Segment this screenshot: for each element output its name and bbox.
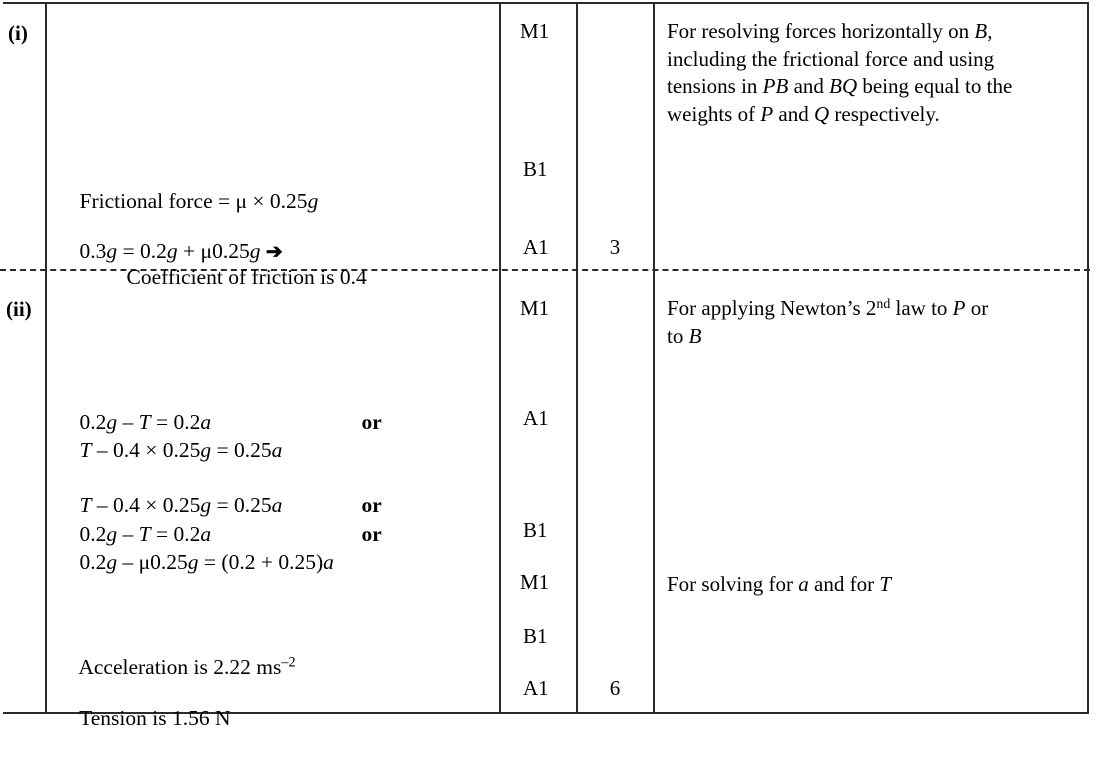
g-variable: g [106,238,118,263]
var-PB: PB [762,74,789,99]
comment-text: including the frictional force and using [667,46,995,71]
comment-text: For resolving forces horizontally on [667,19,975,43]
coefficient-answer-text: Coefficient of friction is 0.4 [126,264,367,289]
column-divider-mark-total [653,2,655,714]
tension-text: Tension is 1.56 N [79,705,231,730]
mark-code-text: B1 [523,624,548,648]
comment-text: law to [890,296,953,320]
acceleration-exponent: –2 [281,654,296,671]
or-text: or [361,521,382,546]
comment-text: and [773,101,814,126]
var-a: a [271,437,283,462]
mark-code-ii-5 [523,625,548,648]
comment-text: or [965,296,989,320]
mark-code-text: A1 [523,406,549,430]
comment-text: and for [808,572,880,596]
mark-total-text: 6 [609,676,621,700]
eq-text: = (0.2 + 0.25) [198,549,324,574]
mark-code-text: M1 [520,19,550,43]
comment-ii-newton [667,295,1079,350]
or-text: or [361,492,382,517]
right-arrow-icon: ➔ [265,240,283,263]
var-P: P [760,101,774,126]
mark-code-ii-3 [523,519,548,542]
mark-total-ii [577,677,653,700]
part-label-ii [6,298,32,321]
var-BQ: BQ [829,74,858,99]
var-T: T [138,409,151,434]
var-B: B [974,19,988,43]
var-T: T [879,572,891,596]
eq-text: = 0.25 [211,437,272,462]
eq-text: = 0.2 [150,521,201,546]
working-line-tension-answer [58,675,231,761]
eq-text: – [117,409,139,434]
g-variable: g [106,521,118,546]
part-label-ii-text: (ii) [6,297,32,321]
var-a: a [200,409,212,434]
mu-symbol: μ [200,238,213,263]
var-T: T [138,521,151,546]
mark-code-ii-6 [523,677,549,700]
eq-text: = 0.2 [150,409,201,434]
column-divider-working [499,2,501,714]
comment-i-line-4 [667,101,1077,129]
mark-code-ii-2 [523,407,549,430]
comment-ii-line-1 [667,295,1079,323]
comment-text: to [667,323,689,348]
var-P: P [952,296,966,320]
mark-total-i [577,236,653,259]
column-divider-mark-code [576,2,578,714]
eq-term-3: + [177,238,201,263]
or-label-3 [340,491,382,577]
table-right-border [1087,2,1089,714]
or-label-1 [340,379,382,465]
times-025: × 0.25 [247,188,308,213]
eq-text: – [117,521,139,546]
comment-text: tensions in [667,74,763,99]
mark-code-text: B1 [523,157,548,181]
ordinal-suffix: nd [876,295,891,311]
mark-code-ii-4 [520,571,549,594]
var-a: a [200,521,212,546]
mark-code-i-3 [523,236,549,259]
g-variable: g [187,549,199,574]
g-variable: g [200,492,212,517]
var-B: B [688,323,702,348]
comment-text: For solving for [667,572,799,596]
var-T: T [79,437,92,462]
comment-text: For applying Newton’s 2 [667,296,877,320]
eq-text: 0.2 [79,549,107,574]
comment-i [667,18,1077,128]
comment-text: being equal to the [857,74,1013,99]
column-divider-part [45,2,47,714]
eq-text: – [117,549,139,574]
working-line-eq-b3 [58,519,334,605]
working-line-coefficient-answer [105,234,367,320]
mu-symbol: μ [235,188,248,213]
var-a: a [323,549,334,574]
comment-text: weights of [667,101,761,126]
comment-i-line-1 [667,18,1077,46]
mark-total-text: 3 [609,235,621,259]
mark-code-text: A1 [523,235,549,259]
var-a: a [271,492,283,517]
g-variable: g [106,409,118,434]
part-label-i [8,22,28,45]
mark-code-text: M1 [520,296,550,320]
or-text: or [361,409,382,434]
mu-symbol: μ [138,549,151,574]
g-variable: g [307,188,319,213]
var-Q: Q [813,101,830,126]
comment-text: and [788,74,830,99]
var-T: T [79,492,92,517]
comment-i-line-3 [667,73,1077,101]
eq-text: = 0.25 [211,492,272,517]
table-top-border [3,2,1089,4]
g-variable: g [200,437,212,462]
comment-text: , [987,19,993,43]
eq-text: 0.2 [79,409,107,434]
comment-i-line-2 [667,46,1077,74]
mark-code-text: M1 [520,570,550,594]
mark-code-text: B1 [523,518,548,542]
mark-code-i-1 [520,20,549,43]
mark-code-i-2 [523,158,548,181]
comment-ii-line-3 [667,571,1079,599]
mark-code-ii-1 [520,297,549,320]
g-variable: g [166,238,178,263]
eq-text: – 0.4 × 0.25 [91,492,201,517]
g-variable: g [249,238,261,263]
eq-text: 0.2 [79,521,107,546]
var-a: a [798,572,809,596]
part-label-i-text: (i) [8,21,28,45]
eq-term-1: 0.3 [79,238,107,263]
eq-term-2: = 0.2 [117,238,167,263]
mark-code-text: A1 [523,676,549,700]
eq-text: – 0.4 × 0.25 [91,437,201,462]
acceleration-text: Acceleration is 2.22 ms [78,654,282,679]
g-variable: g [106,549,118,574]
frictional-force-text: Frictional force = [79,188,236,213]
comment-ii-line-2 [667,323,1079,351]
comment-text: respectively. [829,101,940,126]
eq-term-4: 0.25 [212,238,250,263]
comment-ii-solving [667,571,1079,599]
eq-text: 0.25 [150,549,188,574]
